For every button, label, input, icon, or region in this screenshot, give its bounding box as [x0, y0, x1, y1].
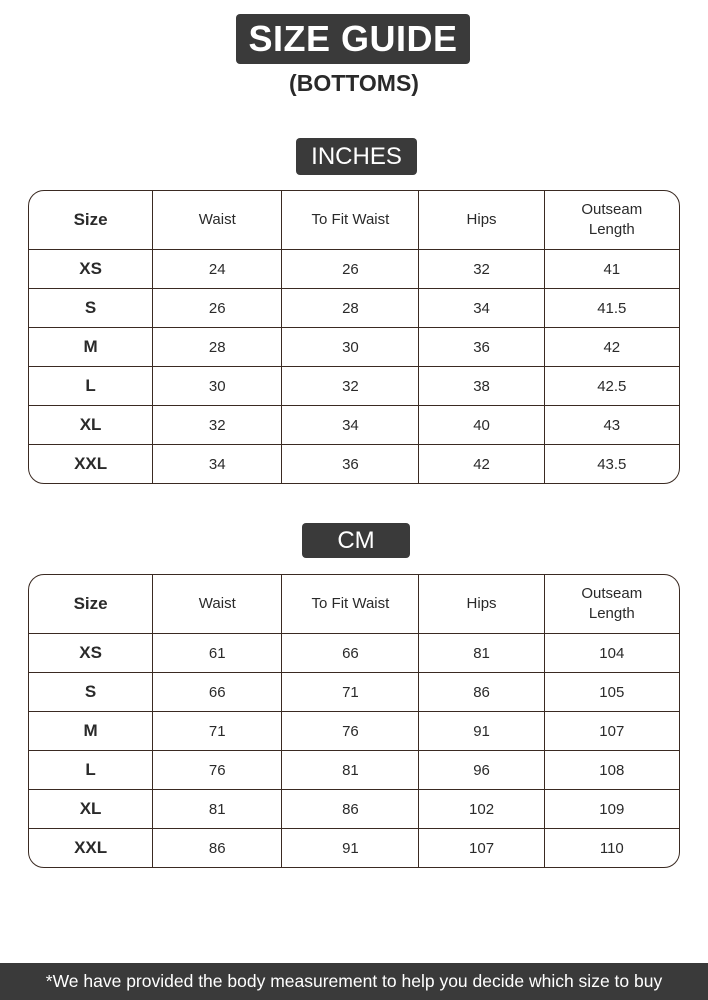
hips-cell: 36 — [419, 328, 544, 367]
outseam-length-cell: 41.5 — [545, 289, 679, 328]
page-title: SIZE GUIDE — [236, 14, 470, 64]
table-row — [29, 328, 679, 367]
column-header-size: Size — [29, 575, 153, 634]
inches-size-table — [28, 190, 680, 484]
column-header-waist: Waist — [153, 191, 282, 250]
outseam-length-cell: 109 — [545, 790, 679, 829]
outseam-length-cell: 104 — [545, 634, 679, 673]
hips-cell: 107 — [419, 829, 544, 867]
waist-cell: 34 — [153, 445, 282, 483]
to-fit-waist-cell: 32 — [282, 367, 419, 406]
hips-cell: 32 — [419, 250, 544, 289]
cm-table-body — [29, 634, 679, 867]
size-cell: M — [29, 712, 153, 751]
inches-section-label: INCHES — [296, 138, 417, 175]
table-row — [29, 751, 679, 790]
waist-cell: 71 — [153, 712, 282, 751]
hips-cell: 81 — [419, 634, 544, 673]
size-cell: S — [29, 673, 153, 712]
column-header-hips: Hips — [419, 575, 544, 634]
outseam-length-cell: 107 — [545, 712, 679, 751]
hips-cell: 91 — [419, 712, 544, 751]
table-row — [29, 673, 679, 712]
footer-note: *We have provided the body measurement to help you decide which size to buy — [0, 963, 708, 1000]
outseam-length-cell: 42.5 — [545, 367, 679, 406]
waist-cell: 76 — [153, 751, 282, 790]
hips-cell: 40 — [419, 406, 544, 445]
outseam-label-line2: Length — [588, 605, 635, 622]
size-cell: XS — [29, 634, 153, 673]
column-header-to-fit-waist: To Fit Waist — [282, 191, 419, 250]
table-header-row — [29, 575, 679, 634]
hips-cell: 42 — [419, 445, 544, 483]
column-header-to-fit-waist: To Fit Waist — [282, 575, 419, 634]
column-header-size: Size — [29, 191, 153, 250]
hips-cell: 96 — [419, 751, 544, 790]
table-row — [29, 289, 679, 328]
size-cell: XL — [29, 790, 153, 829]
column-header-hips: Hips — [419, 191, 544, 250]
to-fit-waist-cell: 26 — [282, 250, 419, 289]
hips-cell: 38 — [419, 367, 544, 406]
outseam-length-cell: 105 — [545, 673, 679, 712]
outseam-length-cell: 41 — [545, 250, 679, 289]
size-cell: L — [29, 367, 153, 406]
table-row — [29, 790, 679, 829]
to-fit-waist-cell: 81 — [282, 751, 419, 790]
waist-cell: 30 — [153, 367, 282, 406]
hips-cell: 102 — [419, 790, 544, 829]
to-fit-waist-cell: 91 — [282, 829, 419, 867]
waist-cell: 26 — [153, 289, 282, 328]
page-subtitle: (BOTTOMS) — [289, 70, 419, 96]
column-header-outseam-length — [545, 191, 679, 250]
waist-cell: 81 — [153, 790, 282, 829]
outseam-length-cell: 43 — [545, 406, 679, 445]
table-row — [29, 634, 679, 673]
size-cell: S — [29, 289, 153, 328]
column-header-outseam-length — [545, 575, 679, 634]
size-cell: XXL — [29, 829, 153, 867]
size-cell: XL — [29, 406, 153, 445]
to-fit-waist-cell: 30 — [282, 328, 419, 367]
waist-cell: 24 — [153, 250, 282, 289]
outseam-label-line1: Outseam — [581, 201, 643, 218]
hips-cell: 34 — [419, 289, 544, 328]
waist-cell: 86 — [153, 829, 282, 867]
cm-size-table — [28, 574, 680, 868]
table-row — [29, 712, 679, 751]
outseam-length-cell: 108 — [545, 751, 679, 790]
size-cell: XXL — [29, 445, 153, 483]
waist-cell: 28 — [153, 328, 282, 367]
waist-cell: 66 — [153, 673, 282, 712]
table-row — [29, 250, 679, 289]
waist-cell: 61 — [153, 634, 282, 673]
size-cell: M — [29, 328, 153, 367]
waist-cell: 32 — [153, 406, 282, 445]
to-fit-waist-cell: 34 — [282, 406, 419, 445]
cm-section-label: CM — [302, 523, 410, 558]
column-header-waist: Waist — [153, 575, 282, 634]
outseam-length-cell: 43.5 — [597, 455, 627, 473]
to-fit-waist-cell: 36 — [282, 445, 419, 483]
outseam-length-cell: 42 — [545, 328, 679, 367]
table-row — [29, 367, 679, 406]
outseam-label-line2: Length — [588, 221, 635, 238]
table-header-row — [29, 191, 679, 250]
to-fit-waist-cell: 66 — [282, 634, 419, 673]
to-fit-waist-cell: 76 — [282, 712, 419, 751]
outseam-label-line1: Outseam — [581, 585, 643, 602]
to-fit-waist-cell: 28 — [282, 289, 419, 328]
to-fit-waist-cell: 71 — [282, 673, 419, 712]
outseam-length-cell: 110 — [599, 839, 624, 857]
inches-table-body — [29, 250, 679, 483]
table-row — [29, 829, 679, 867]
size-cell: L — [29, 751, 153, 790]
to-fit-waist-cell: 86 — [282, 790, 419, 829]
table-row — [29, 406, 679, 445]
hips-cell: 86 — [419, 673, 544, 712]
size-cell: XS — [29, 250, 153, 289]
table-row — [29, 445, 679, 483]
